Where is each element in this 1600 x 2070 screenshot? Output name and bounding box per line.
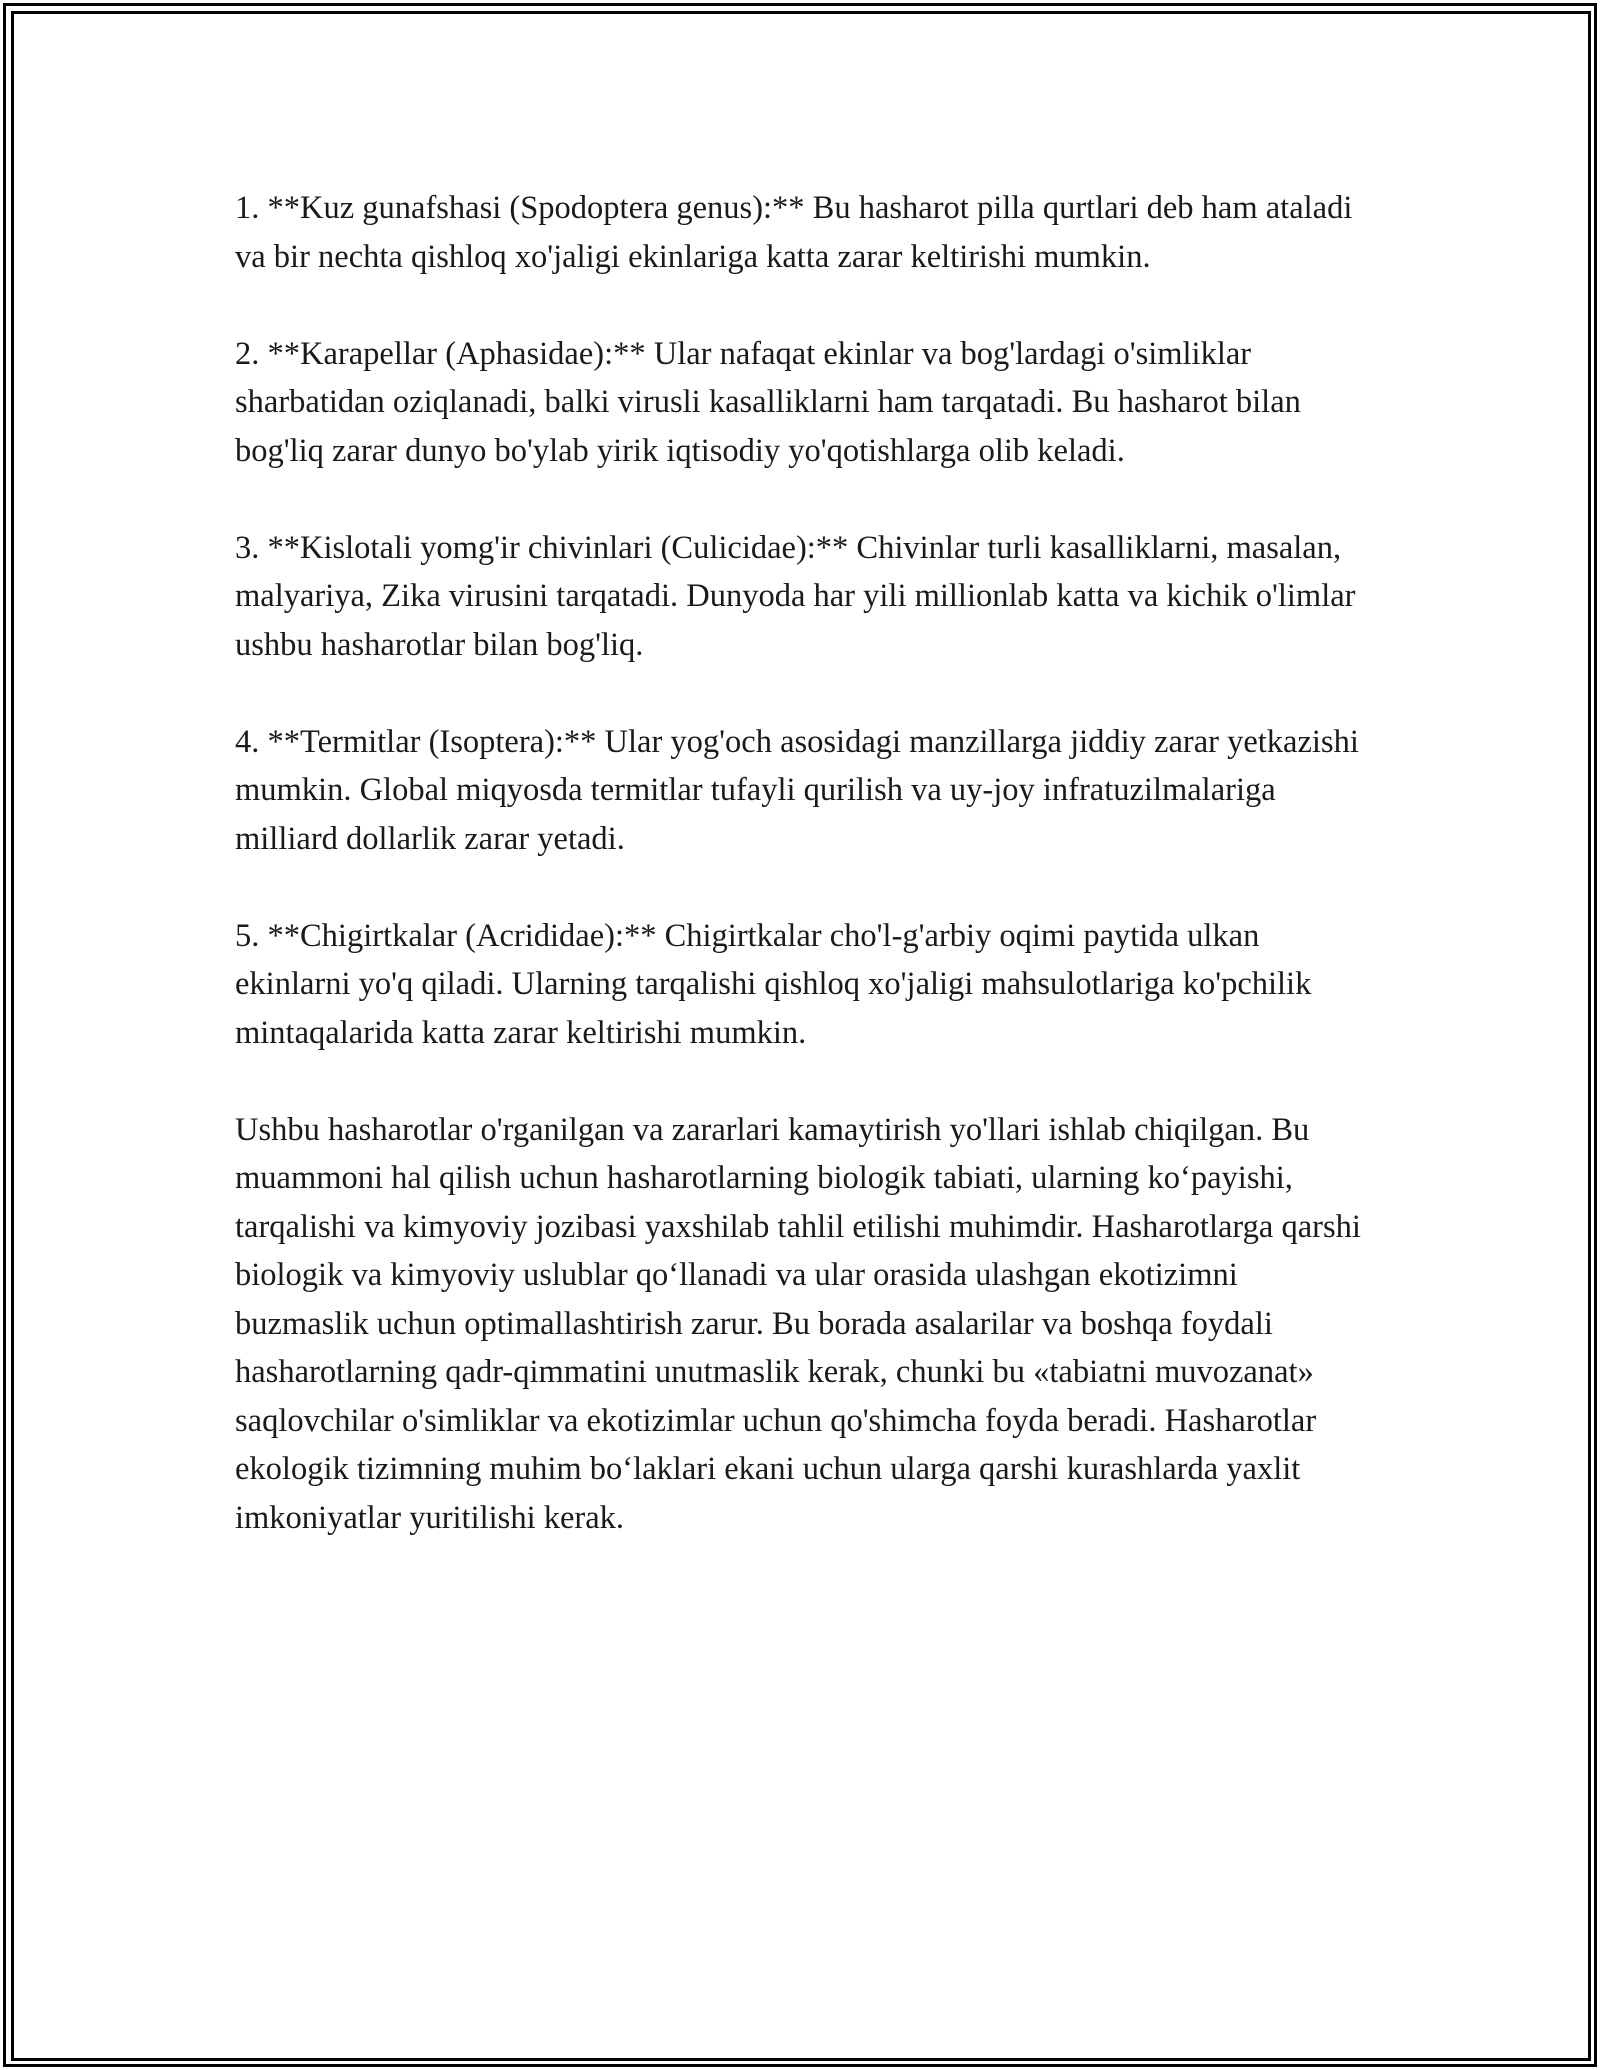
- paragraph-item-1: 1. **Kuz gunafshasi (Spodoptera genus):** Bu hasharot pilla qurtlari deb ham ataladi va bir nechta qishloq xo'jaligi ekinlariga katta zarar keltirishi mumkin.: [235, 190, 1353, 275]
- paragraph-item-2: 2. **Karapellar (Aphasidae):** Ular nafaqat ekinlar va bog'lardagi o'simliklar sharbatidan oziqlanadi, balki virusli kasalliklarni ham tarqatadi. Bu hasharot bilan bog'liq zarar dunyo bo'ylab yirik iqtisodiy yo'qotishlarga olib keladi.: [235, 335, 1301, 469]
- paragraph-item-5: 5. **Chigirtkalar (Acrididae):** Chigirtkalar cho'l-g'arbiy oqimi paytida ulkan ekinlarni yo'q qiladi. Ularning tarqalishi qishloq xo'jaligi mahsulotlariga ko'pchilik mintaqalarida katta zarar keltirishi mumkin.: [235, 917, 1312, 1051]
- paragraph-item-4: 4. **Termitlar (Isoptera):** Ular yog'och asosidagi manzillarga jiddiy zarar yetkazishi mumkin. Global miqyosda termitlar tufayli qurilish va uy-joy infratuzilmalariga milliard dollarlik zarar yetadi.: [235, 723, 1359, 857]
- document-body: [235, 184, 1365, 1542]
- paragraph-item-3: 3. **Kislotali yomg'ir chivinlari (Culicidae):** Chivinlar turli kasalliklarni, masalan, malyariya, Zika virusini tarqatadi. Dunyoda har yili millionlab katta va kichik o'limlar ushbu hasharotlar bilan bog'liq.: [235, 529, 1356, 663]
- summary-paragraph: Ushbu hasharotlar o'rganilgan va zararlari kamaytirish yo'llari ishlab chiqilgan. Bu muammoni hal qilish uchun hasharotlarning biologik tabiati, ularning ko‘payishi, tarqalishi va kimyoviy jozibasi yaxshilab tahlil etilishi muhimdir. Hasharotlarga qarshi biologik va kimyoviy uslublar qo‘llanadi va ular orasida ulashgan ekotizimni buzmaslik uchun optimallashtirish zarur. Bu borada asalarilar va boshqa foydali hasharotlarning qadr-qimmatini unutmaslik kerak, chunki bu «tabiatni muvozanat» saqlovchilar o'simliklar va ekotizimlar uchun qo'shimcha foyda beradi. Hasharotlar ekologik tizimning muhim bo‘laklari ekani uchun ularga qarshi kurashlarda yaxlit imkoniyatlar yuritilishi kerak.: [235, 1111, 1361, 1536]
